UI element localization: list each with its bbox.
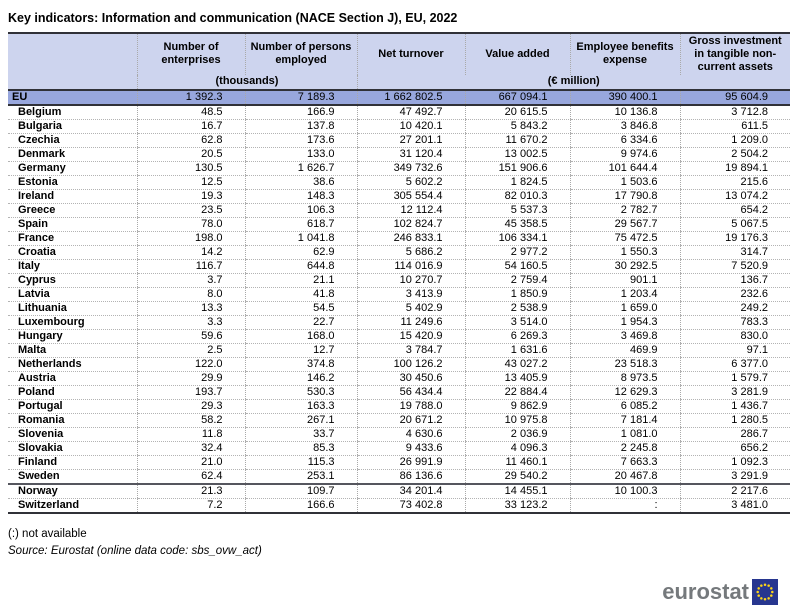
value-cell: 6 377.0 xyxy=(680,357,790,371)
value-cell: 3 469.8 xyxy=(570,329,680,343)
value-cell: 75 472.5 xyxy=(570,231,680,245)
value-cell: 1 503.6 xyxy=(570,175,680,189)
value-cell: 618.7 xyxy=(245,217,357,231)
value-cell: 11 460.1 xyxy=(465,455,570,469)
row-label: Greece xyxy=(8,203,137,217)
indicators-table xyxy=(8,32,790,514)
value-cell: 17 790.8 xyxy=(570,189,680,203)
page-title: Key indicators: Information and communication (NACE Section J), EU, 2022 xyxy=(8,11,458,25)
value-cell: 33 123.2 xyxy=(465,498,570,513)
value-cell: 14.2 xyxy=(137,245,245,259)
source-note: Source: Eurostat (online data code: sbs_ovw_act) xyxy=(8,544,262,557)
value-cell: 8.0 xyxy=(137,287,245,301)
table-row xyxy=(8,455,790,469)
value-cell: 14 455.1 xyxy=(465,484,570,499)
row-label: Poland xyxy=(8,385,137,399)
value-cell: 286.7 xyxy=(680,427,790,441)
value-cell: 86 136.6 xyxy=(357,469,465,484)
value-cell: 38.6 xyxy=(245,175,357,189)
header-row xyxy=(8,33,790,75)
col-header-enterprises: Number of enterprises xyxy=(137,33,245,75)
table-row xyxy=(8,147,790,161)
value-cell: 1 850.9 xyxy=(465,287,570,301)
value-cell: 1 436.7 xyxy=(680,399,790,413)
value-cell: 48.5 xyxy=(137,105,245,120)
value-cell: 21.3 xyxy=(137,484,245,499)
table-row xyxy=(8,329,790,343)
row-label: Portugal xyxy=(8,399,137,413)
value-cell: 26 991.9 xyxy=(357,455,465,469)
table-row xyxy=(8,217,790,231)
value-cell: 2 245.8 xyxy=(570,441,680,455)
value-cell: 2 036.9 xyxy=(465,427,570,441)
value-cell: 2 977.2 xyxy=(465,245,570,259)
row-label: Luxembourg xyxy=(8,315,137,329)
units-million: (€ million) xyxy=(357,75,790,90)
value-cell: 5 402.9 xyxy=(357,301,465,315)
value-cell: 166.9 xyxy=(245,105,357,120)
value-cell: 469.9 xyxy=(570,343,680,357)
value-cell: 1 579.7 xyxy=(680,371,790,385)
value-cell: 31 120.4 xyxy=(357,147,465,161)
value-cell: 9 433.6 xyxy=(357,441,465,455)
value-cell: 1 662 802.5 xyxy=(357,90,465,105)
value-cell: : xyxy=(570,498,680,513)
value-cell: 4 630.6 xyxy=(357,427,465,441)
value-cell: 232.6 xyxy=(680,287,790,301)
table-row xyxy=(8,245,790,259)
row-label: France xyxy=(8,231,137,245)
value-cell: 13 074.2 xyxy=(680,189,790,203)
value-cell: 163.3 xyxy=(245,399,357,413)
row-label: Sweden xyxy=(8,469,137,484)
value-cell: 1 041.8 xyxy=(245,231,357,245)
row-label: Slovakia xyxy=(8,441,137,455)
value-cell: 2 217.6 xyxy=(680,484,790,499)
value-cell: 3.7 xyxy=(137,273,245,287)
value-cell: 130.5 xyxy=(137,161,245,175)
value-cell: 114 016.9 xyxy=(357,259,465,273)
value-cell: 106.3 xyxy=(245,203,357,217)
value-cell: 23 518.3 xyxy=(570,357,680,371)
value-cell: 1 392.3 xyxy=(137,90,245,105)
value-cell: 1 824.5 xyxy=(465,175,570,189)
value-cell: 654.2 xyxy=(680,203,790,217)
table-row xyxy=(8,343,790,357)
units-thousands: (thousands) xyxy=(137,75,357,90)
col-header-employee-benefits: Employee benefits expense xyxy=(570,33,680,75)
value-cell: 29.3 xyxy=(137,399,245,413)
value-cell: 20 615.5 xyxy=(465,105,570,120)
row-label: Belgium xyxy=(8,105,137,120)
value-cell: 62.8 xyxy=(137,133,245,147)
table-row xyxy=(8,203,790,217)
value-cell: 19 894.1 xyxy=(680,161,790,175)
units-corner-cell xyxy=(8,75,137,90)
value-cell: 30 292.5 xyxy=(570,259,680,273)
value-cell: 4 096.3 xyxy=(465,441,570,455)
value-cell: 374.8 xyxy=(245,357,357,371)
footnote-not-available: (:) not available xyxy=(8,527,87,540)
corner-cell xyxy=(8,33,137,75)
value-cell: 173.6 xyxy=(245,133,357,147)
value-cell: 54 160.5 xyxy=(465,259,570,273)
value-cell: 30 450.6 xyxy=(357,371,465,385)
row-label: Finland xyxy=(8,455,137,469)
eurostat-logo-text: eurostat xyxy=(662,579,749,604)
value-cell: 656.2 xyxy=(680,441,790,455)
value-cell: 12 112.4 xyxy=(357,203,465,217)
value-cell: 12 629.3 xyxy=(570,385,680,399)
value-cell: 32.4 xyxy=(137,441,245,455)
value-cell: 1 203.4 xyxy=(570,287,680,301)
units-row xyxy=(8,75,790,90)
value-cell: 101 644.4 xyxy=(570,161,680,175)
value-cell: 349 732.6 xyxy=(357,161,465,175)
row-label: Germany xyxy=(8,161,137,175)
row-label: Switzerland xyxy=(8,498,137,513)
table-row xyxy=(8,357,790,371)
value-cell: 11 249.6 xyxy=(357,315,465,329)
row-label: Spain xyxy=(8,217,137,231)
row-label: Ireland xyxy=(8,189,137,203)
value-cell: 249.2 xyxy=(680,301,790,315)
value-cell: 33.7 xyxy=(245,427,357,441)
table-row xyxy=(8,413,790,427)
value-cell: 198.0 xyxy=(137,231,245,245)
value-cell: 82 010.3 xyxy=(465,189,570,203)
value-cell: 20 467.8 xyxy=(570,469,680,484)
table-row xyxy=(8,105,790,120)
value-cell: 166.6 xyxy=(245,498,357,513)
value-cell: 12.5 xyxy=(137,175,245,189)
value-cell: 168.0 xyxy=(245,329,357,343)
value-cell: 11 670.2 xyxy=(465,133,570,147)
value-cell: 11.8 xyxy=(137,427,245,441)
value-cell: 97.1 xyxy=(680,343,790,357)
value-cell: 41.8 xyxy=(245,287,357,301)
value-cell: 2 759.4 xyxy=(465,273,570,287)
value-cell: 133.0 xyxy=(245,147,357,161)
value-cell: 1 280.5 xyxy=(680,413,790,427)
table-row xyxy=(8,498,790,513)
value-cell: 5 602.2 xyxy=(357,175,465,189)
row-label: Netherlands xyxy=(8,357,137,371)
col-header-net-turnover: Net turnover xyxy=(357,33,465,75)
value-cell: 901.1 xyxy=(570,273,680,287)
value-cell: 1 631.6 xyxy=(465,343,570,357)
value-cell: 1 092.3 xyxy=(680,455,790,469)
row-label: Latvia xyxy=(8,287,137,301)
col-header-gross-investment: Gross investment in tangible non-current assets xyxy=(680,33,790,75)
value-cell: 56 434.4 xyxy=(357,385,465,399)
value-cell: 783.3 xyxy=(680,315,790,329)
value-cell: 3 514.0 xyxy=(465,315,570,329)
value-cell: 10 270.7 xyxy=(357,273,465,287)
value-cell: 3 281.9 xyxy=(680,385,790,399)
value-cell: 3 846.8 xyxy=(570,119,680,133)
value-cell: 305 554.4 xyxy=(357,189,465,203)
value-cell: 22 884.4 xyxy=(465,385,570,399)
value-cell: 29.9 xyxy=(137,371,245,385)
value-cell: 6 085.2 xyxy=(570,399,680,413)
col-header-persons-employed: Number of persons employed xyxy=(245,33,357,75)
row-label: Croatia xyxy=(8,245,137,259)
value-cell: 7.2 xyxy=(137,498,245,513)
value-cell: 13 405.9 xyxy=(465,371,570,385)
value-cell: 85.3 xyxy=(245,441,357,455)
value-cell: 19 176.3 xyxy=(680,231,790,245)
value-cell: 100 126.2 xyxy=(357,357,465,371)
row-label: Denmark xyxy=(8,147,137,161)
value-cell: 19.3 xyxy=(137,189,245,203)
value-cell: 20 671.2 xyxy=(357,413,465,427)
value-cell: 20.5 xyxy=(137,147,245,161)
row-label: Cyprus xyxy=(8,273,137,287)
table-row xyxy=(8,119,790,133)
value-cell: 9 974.6 xyxy=(570,147,680,161)
value-cell: 12.7 xyxy=(245,343,357,357)
value-cell: 7 189.3 xyxy=(245,90,357,105)
row-label: Norway xyxy=(8,484,137,499)
value-cell: 58.2 xyxy=(137,413,245,427)
value-cell: 21.1 xyxy=(245,273,357,287)
value-cell: 1 550.3 xyxy=(570,245,680,259)
value-cell: 136.7 xyxy=(680,273,790,287)
value-cell: 314.7 xyxy=(680,245,790,259)
value-cell: 253.1 xyxy=(245,469,357,484)
value-cell: 1 954.3 xyxy=(570,315,680,329)
value-cell: 8 973.5 xyxy=(570,371,680,385)
value-cell: 3 291.9 xyxy=(680,469,790,484)
col-header-value-added: Value added xyxy=(465,33,570,75)
table-row xyxy=(8,273,790,287)
value-cell: 13 002.5 xyxy=(465,147,570,161)
value-cell: 54.5 xyxy=(245,301,357,315)
table-row xyxy=(8,399,790,413)
value-cell: 16.7 xyxy=(137,119,245,133)
value-cell: 611.5 xyxy=(680,119,790,133)
value-cell: 21.0 xyxy=(137,455,245,469)
row-label: Slovenia xyxy=(8,427,137,441)
value-cell: 27 201.1 xyxy=(357,133,465,147)
table-row xyxy=(8,441,790,455)
value-cell: 1 626.7 xyxy=(245,161,357,175)
value-cell: 95 604.9 xyxy=(680,90,790,105)
value-cell: 19 788.0 xyxy=(357,399,465,413)
value-cell: 3 784.7 xyxy=(357,343,465,357)
value-cell: 193.7 xyxy=(137,385,245,399)
value-cell: 3 481.0 xyxy=(680,498,790,513)
value-cell: 10 975.8 xyxy=(465,413,570,427)
value-cell: 115.3 xyxy=(245,455,357,469)
value-cell: 5 686.2 xyxy=(357,245,465,259)
value-cell: 267.1 xyxy=(245,413,357,427)
row-label: Hungary xyxy=(8,329,137,343)
table-row xyxy=(8,385,790,399)
value-cell: 59.6 xyxy=(137,329,245,343)
row-label: Bulgaria xyxy=(8,119,137,133)
value-cell: 215.6 xyxy=(680,175,790,189)
value-cell: 6 269.3 xyxy=(465,329,570,343)
value-cell: 23.5 xyxy=(137,203,245,217)
table-row xyxy=(8,90,790,105)
table-body xyxy=(8,90,790,513)
value-cell: 2 782.7 xyxy=(570,203,680,217)
value-cell: 62.9 xyxy=(245,245,357,259)
value-cell: 1 081.0 xyxy=(570,427,680,441)
value-cell: 5 843.2 xyxy=(465,119,570,133)
row-label: Lithuania xyxy=(8,301,137,315)
value-cell: 45 358.5 xyxy=(465,217,570,231)
value-cell: 151 906.6 xyxy=(465,161,570,175)
value-cell: 3.3 xyxy=(137,315,245,329)
table-row xyxy=(8,315,790,329)
value-cell: 34 201.4 xyxy=(357,484,465,499)
row-label: Estonia xyxy=(8,175,137,189)
table-row xyxy=(8,484,790,499)
value-cell: 5 067.5 xyxy=(680,217,790,231)
value-cell: 7 663.3 xyxy=(570,455,680,469)
value-cell: 109.7 xyxy=(245,484,357,499)
value-cell: 1 659.0 xyxy=(570,301,680,315)
value-cell: 644.8 xyxy=(245,259,357,273)
value-cell: 830.0 xyxy=(680,329,790,343)
value-cell: 102 824.7 xyxy=(357,217,465,231)
row-label: Czechia xyxy=(8,133,137,147)
row-label: Malta xyxy=(8,343,137,357)
value-cell: 530.3 xyxy=(245,385,357,399)
value-cell: 7 520.9 xyxy=(680,259,790,273)
value-cell: 667 094.1 xyxy=(465,90,570,105)
table-row xyxy=(8,259,790,273)
value-cell: 9 862.9 xyxy=(465,399,570,413)
value-cell: 62.4 xyxy=(137,469,245,484)
value-cell: 13.3 xyxy=(137,301,245,315)
value-cell: 3 712.8 xyxy=(680,105,790,120)
row-label: Austria xyxy=(8,371,137,385)
table-row xyxy=(8,161,790,175)
value-cell: 3 413.9 xyxy=(357,287,465,301)
row-label: EU xyxy=(8,90,137,105)
table-row xyxy=(8,301,790,315)
row-label: Italy xyxy=(8,259,137,273)
value-cell: 47 492.7 xyxy=(357,105,465,120)
value-cell: 15 420.9 xyxy=(357,329,465,343)
value-cell: 10 420.1 xyxy=(357,119,465,133)
table-row xyxy=(8,175,790,189)
table-row xyxy=(8,469,790,484)
value-cell: 29 540.2 xyxy=(465,469,570,484)
eurostat-logo xyxy=(662,579,778,605)
table-row xyxy=(8,231,790,245)
value-cell: 10 136.8 xyxy=(570,105,680,120)
value-cell: 1 209.0 xyxy=(680,133,790,147)
value-cell: 43 027.2 xyxy=(465,357,570,371)
value-cell: 246 833.1 xyxy=(357,231,465,245)
value-cell: 2 538.9 xyxy=(465,301,570,315)
value-cell: 148.3 xyxy=(245,189,357,203)
table-row xyxy=(8,189,790,203)
table-row xyxy=(8,133,790,147)
table-row xyxy=(8,287,790,301)
value-cell: 2.5 xyxy=(137,343,245,357)
value-cell: 106 334.1 xyxy=(465,231,570,245)
value-cell: 73 402.8 xyxy=(357,498,465,513)
value-cell: 5 537.3 xyxy=(465,203,570,217)
value-cell: 10 100.3 xyxy=(570,484,680,499)
table-row xyxy=(8,371,790,385)
value-cell: 390 400.1 xyxy=(570,90,680,105)
row-label: Romania xyxy=(8,413,137,427)
value-cell: 146.2 xyxy=(245,371,357,385)
table-row xyxy=(8,427,790,441)
value-cell: 29 567.7 xyxy=(570,217,680,231)
value-cell: 6 334.6 xyxy=(570,133,680,147)
value-cell: 137.8 xyxy=(245,119,357,133)
value-cell: 7 181.4 xyxy=(570,413,680,427)
eu-flag-icon xyxy=(752,579,778,605)
value-cell: 78.0 xyxy=(137,217,245,231)
value-cell: 116.7 xyxy=(137,259,245,273)
value-cell: 22.7 xyxy=(245,315,357,329)
value-cell: 122.0 xyxy=(137,357,245,371)
value-cell: 2 504.2 xyxy=(680,147,790,161)
